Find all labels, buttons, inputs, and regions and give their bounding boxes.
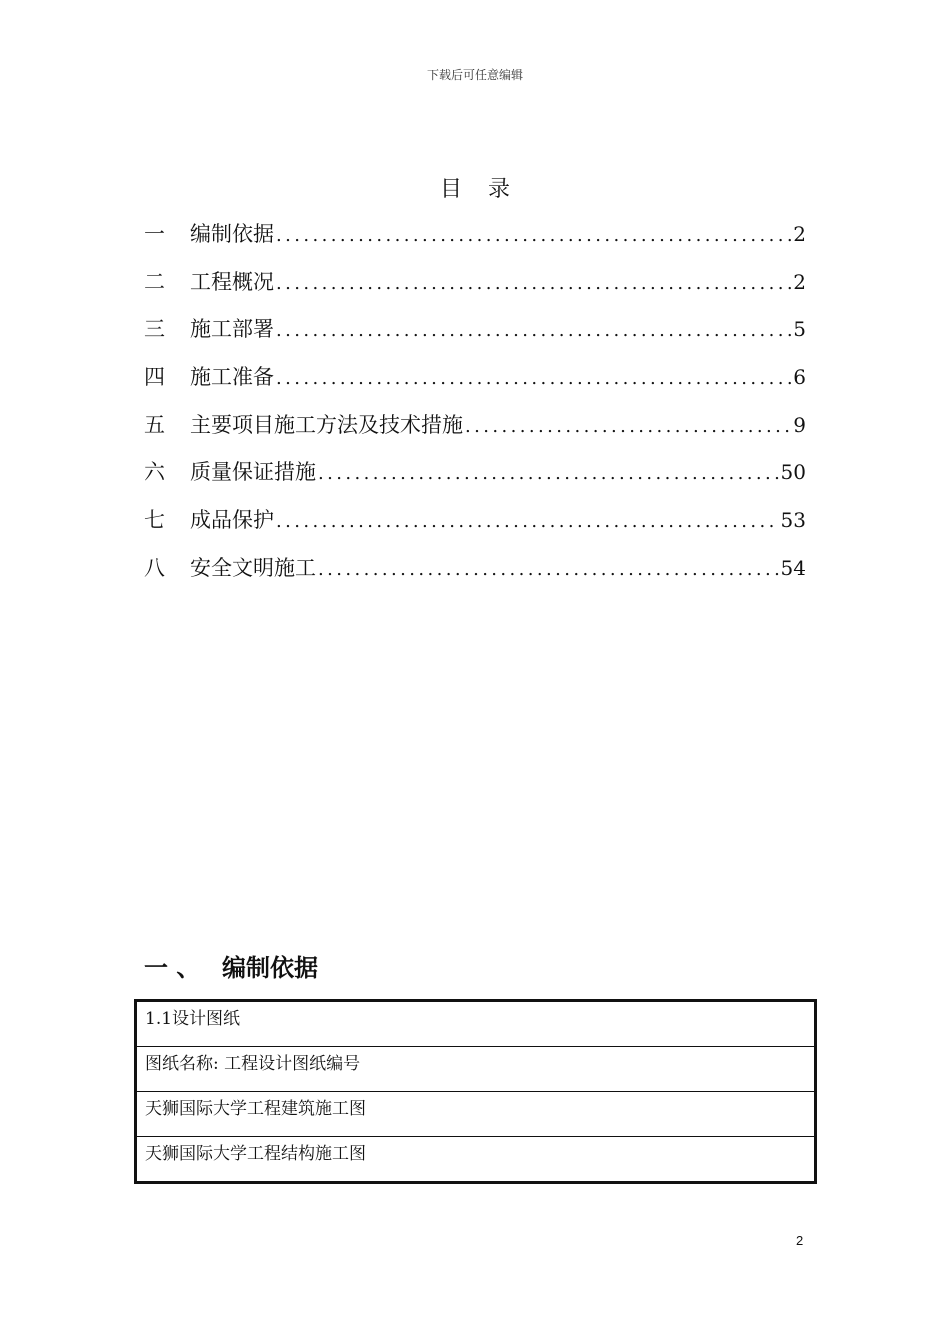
toc-item-page: 54 [780, 555, 806, 580]
toc-item[interactable] [144, 502, 806, 550]
toc-item-number: 八 [144, 555, 165, 580]
toc-item-page: 2 [793, 269, 806, 294]
toc-item-label: 工程概况 [190, 269, 274, 294]
table-of-contents [144, 216, 806, 598]
toc-leader-dots [276, 218, 791, 254]
toc-item[interactable] [144, 454, 806, 502]
table-cell: 天狮国际大学工程结构施工图 [136, 1137, 816, 1183]
toc-item-number: 五 [144, 412, 165, 437]
toc-leader-dots [465, 409, 791, 445]
section-heading [144, 948, 318, 983]
table-row [136, 1047, 816, 1092]
toc-item-label: 成品保护 [190, 508, 274, 533]
toc-item-label: 质量保证措施 [190, 460, 316, 485]
toc-item-number: 一 [144, 222, 165, 246]
toc-item-label: 主要项目施工方法及技术措施 [190, 412, 463, 437]
toc-item[interactable] [144, 359, 806, 407]
toc-item-page: 53 [780, 508, 806, 533]
toc-item[interactable] [144, 550, 806, 598]
toc-item-label: 编制依据 [190, 222, 274, 246]
section-title: 编制依据 [222, 954, 318, 982]
toc-leader-dots [276, 504, 779, 540]
toc-item-label: 施工部署 [190, 317, 274, 342]
toc-leader-dots [276, 266, 791, 302]
toc-item[interactable] [144, 216, 806, 264]
toc-item-label: 安全文明施工 [190, 555, 316, 580]
table-row [136, 1001, 816, 1047]
toc-item-page: 6 [793, 365, 806, 390]
toc-item[interactable] [144, 407, 806, 455]
toc-item-page: 9 [793, 412, 806, 437]
toc-leader-dots [276, 313, 791, 349]
toc-item-number: 六 [144, 460, 165, 485]
table-row [136, 1092, 816, 1137]
toc-item[interactable] [144, 264, 806, 312]
table-cell: 天狮国际大学工程建筑施工图 [136, 1092, 816, 1137]
basis-table [134, 999, 817, 1184]
toc-leader-dots [318, 552, 779, 588]
table-cell: 图纸名称: 工程设计图纸编号 [136, 1047, 816, 1092]
header-note: 下载后可任意编辑 [426, 68, 523, 82]
toc-leader-dots [318, 456, 779, 492]
toc-item-number: 四 [144, 365, 165, 390]
toc-item-label: 施工准备 [190, 365, 274, 390]
page-number: 2 [796, 1233, 804, 1248]
toc-item[interactable] [144, 311, 806, 359]
toc-item-page: 2 [793, 222, 806, 246]
toc-item-page: 50 [780, 460, 806, 485]
table-cell: 1.1设计图纸 [136, 1001, 816, 1047]
toc-item-number: 二 [144, 269, 165, 294]
toc-title: 目录 [439, 177, 536, 202]
toc-item-page: 5 [793, 317, 806, 342]
table-row [136, 1137, 816, 1183]
toc-item-number: 七 [144, 508, 165, 533]
toc-leader-dots [276, 361, 791, 397]
toc-item-number: 三 [144, 317, 165, 342]
section-number: 一 、 [144, 954, 201, 982]
